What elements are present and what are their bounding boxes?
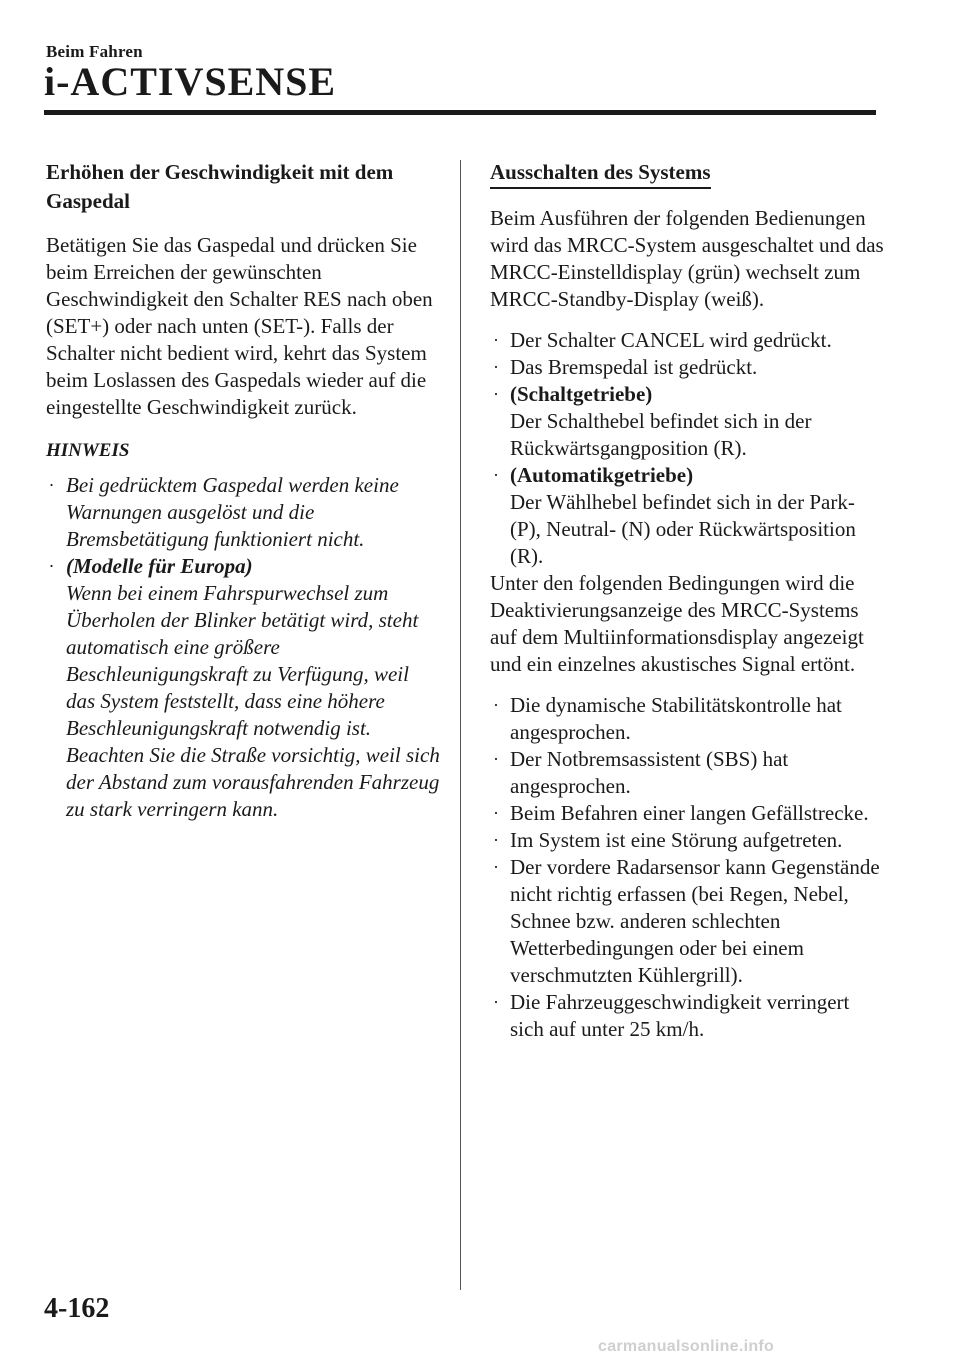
left-paragraph: Betätigen Sie das Gaspedal und drücken Sie beim Erreichen der gewünschten Geschwindigkeit den Schalter RES nach oben (SET+) oder nach unten (SET-). Falls der Schalter nicht bedient wird, kehrt das System beim Loslassen des Gaspedals wieder auf die eingestellte Geschwindigkeit zurück. — [46, 233, 433, 419]
right-paragraph-2: Unter den folgenden Bedingungen wird die Deaktivierungsanzeige des MRCC-Systems auf dem Multiinformationsdisplay angezeigt und ein einzelnes akustisches Signal ertönt. — [490, 571, 864, 676]
note-text: Wenn bei einem Fahrspurwechsel zum Überholen der Blinker betätigt wird, steht automatisch eine größere Beschleunigungskraft zu Verfügung, weil das System feststellt, dass eine höhere Beschleunigungskraft notwendig ist. Beachten Sie die Straße vorsichtig, weil sich der Abstand zum vorausfahrenden Fahrzeug zu stark verringern kann. — [66, 581, 440, 821]
watermark: carmanualsonline.info — [598, 1338, 775, 1355]
bullet-icon: · — [493, 992, 499, 1012]
condition-list — [490, 327, 885, 570]
condition-text: Das Bremspedal ist gedrückt. — [510, 355, 758, 379]
note-list — [46, 472, 442, 823]
bullet-icon: · — [493, 857, 499, 877]
note-item — [46, 553, 442, 823]
bullet-icon: · — [493, 330, 499, 350]
condition-lead: (Schaltgetriebe) — [510, 382, 653, 406]
note-text: Bei gedrücktem Gaspedal werden keine Warnungen ausgelöst und die Bremsbetätigung funktioniert nicht. — [66, 473, 399, 551]
deactivation-item — [490, 827, 885, 854]
deactivation-text: Im System ist eine Störung aufgetreten. — [510, 828, 843, 852]
bullet-icon: · — [493, 749, 499, 769]
bullet-icon: · — [493, 830, 499, 850]
right-column — [490, 158, 885, 1043]
note-item — [46, 472, 442, 553]
bullet-icon: · — [493, 384, 499, 404]
section-label: Beim Fahren — [46, 42, 143, 61]
deactivation-item — [490, 989, 885, 1043]
note-label: HINWEIS — [46, 440, 130, 461]
header-rule — [44, 110, 876, 115]
deactivation-item — [490, 800, 885, 827]
condition-item — [490, 462, 885, 570]
deactivation-item — [490, 746, 885, 800]
deactivation-text: Der vordere Radarsensor kann Gegenstände nicht richtig erfassen (bei Regen, Nebel, Schnee bzw. anderen schlechten Wetterbedingungen oder bei einem verschmutzten Kühlergrill). — [510, 855, 880, 987]
right-heading: Ausschalten des Systems — [490, 158, 711, 189]
deactivation-item — [490, 854, 885, 989]
deactivation-text: Der Notbremsassistent (SBS) hat angesprochen. — [510, 747, 789, 798]
condition-item — [490, 327, 885, 354]
deactivation-text: Beim Befahren einer langen Gefällstrecke. — [510, 801, 869, 825]
condition-text: Der Wählhebel befindet sich in der Park- (P), Neutral- (N) oder Rückwärtsposition (R). — [510, 490, 856, 568]
deactivation-text: Die Fahrzeuggeschwindigkeit verringert sich auf unter 25 km/h. — [510, 990, 850, 1041]
left-column — [46, 158, 442, 823]
column-divider — [460, 160, 461, 1290]
bullet-icon: · — [493, 465, 499, 485]
bullet-icon: · — [493, 357, 499, 377]
bullet-icon: · — [493, 695, 499, 715]
deactivation-list — [490, 692, 885, 1043]
bullet-icon: · — [49, 475, 54, 495]
deactivation-item — [490, 692, 885, 746]
condition-lead: (Automatikgetriebe) — [510, 463, 694, 487]
left-heading: Erhöhen der Geschwindigkeit mit dem Gaspedal — [46, 160, 394, 213]
chapter-title: i-ACTIVSENSE — [44, 59, 337, 104]
page-number: 4-162 — [44, 1293, 110, 1324]
condition-item — [490, 354, 885, 381]
deactivation-text: Die dynamische Stabilitätskontrolle hat angesprochen. — [510, 693, 842, 744]
bullet-icon: · — [49, 556, 54, 576]
right-intro: Beim Ausführen der folgenden Bedienungen wird das MRCC-System ausgeschaltet und das MRCC-Einstelldisplay (grün) wechselt zum MRCC-Standby-Display (weiß). — [490, 206, 884, 311]
bullet-icon: · — [493, 803, 499, 823]
condition-text: Der Schalter CANCEL wird gedrückt. — [510, 328, 832, 352]
condition-text: Der Schalthebel befindet sich in der Rückwärtsgangposition (R). — [510, 409, 812, 460]
note-lead: (Modelle für Europa) — [66, 554, 253, 578]
condition-item — [490, 381, 885, 462]
